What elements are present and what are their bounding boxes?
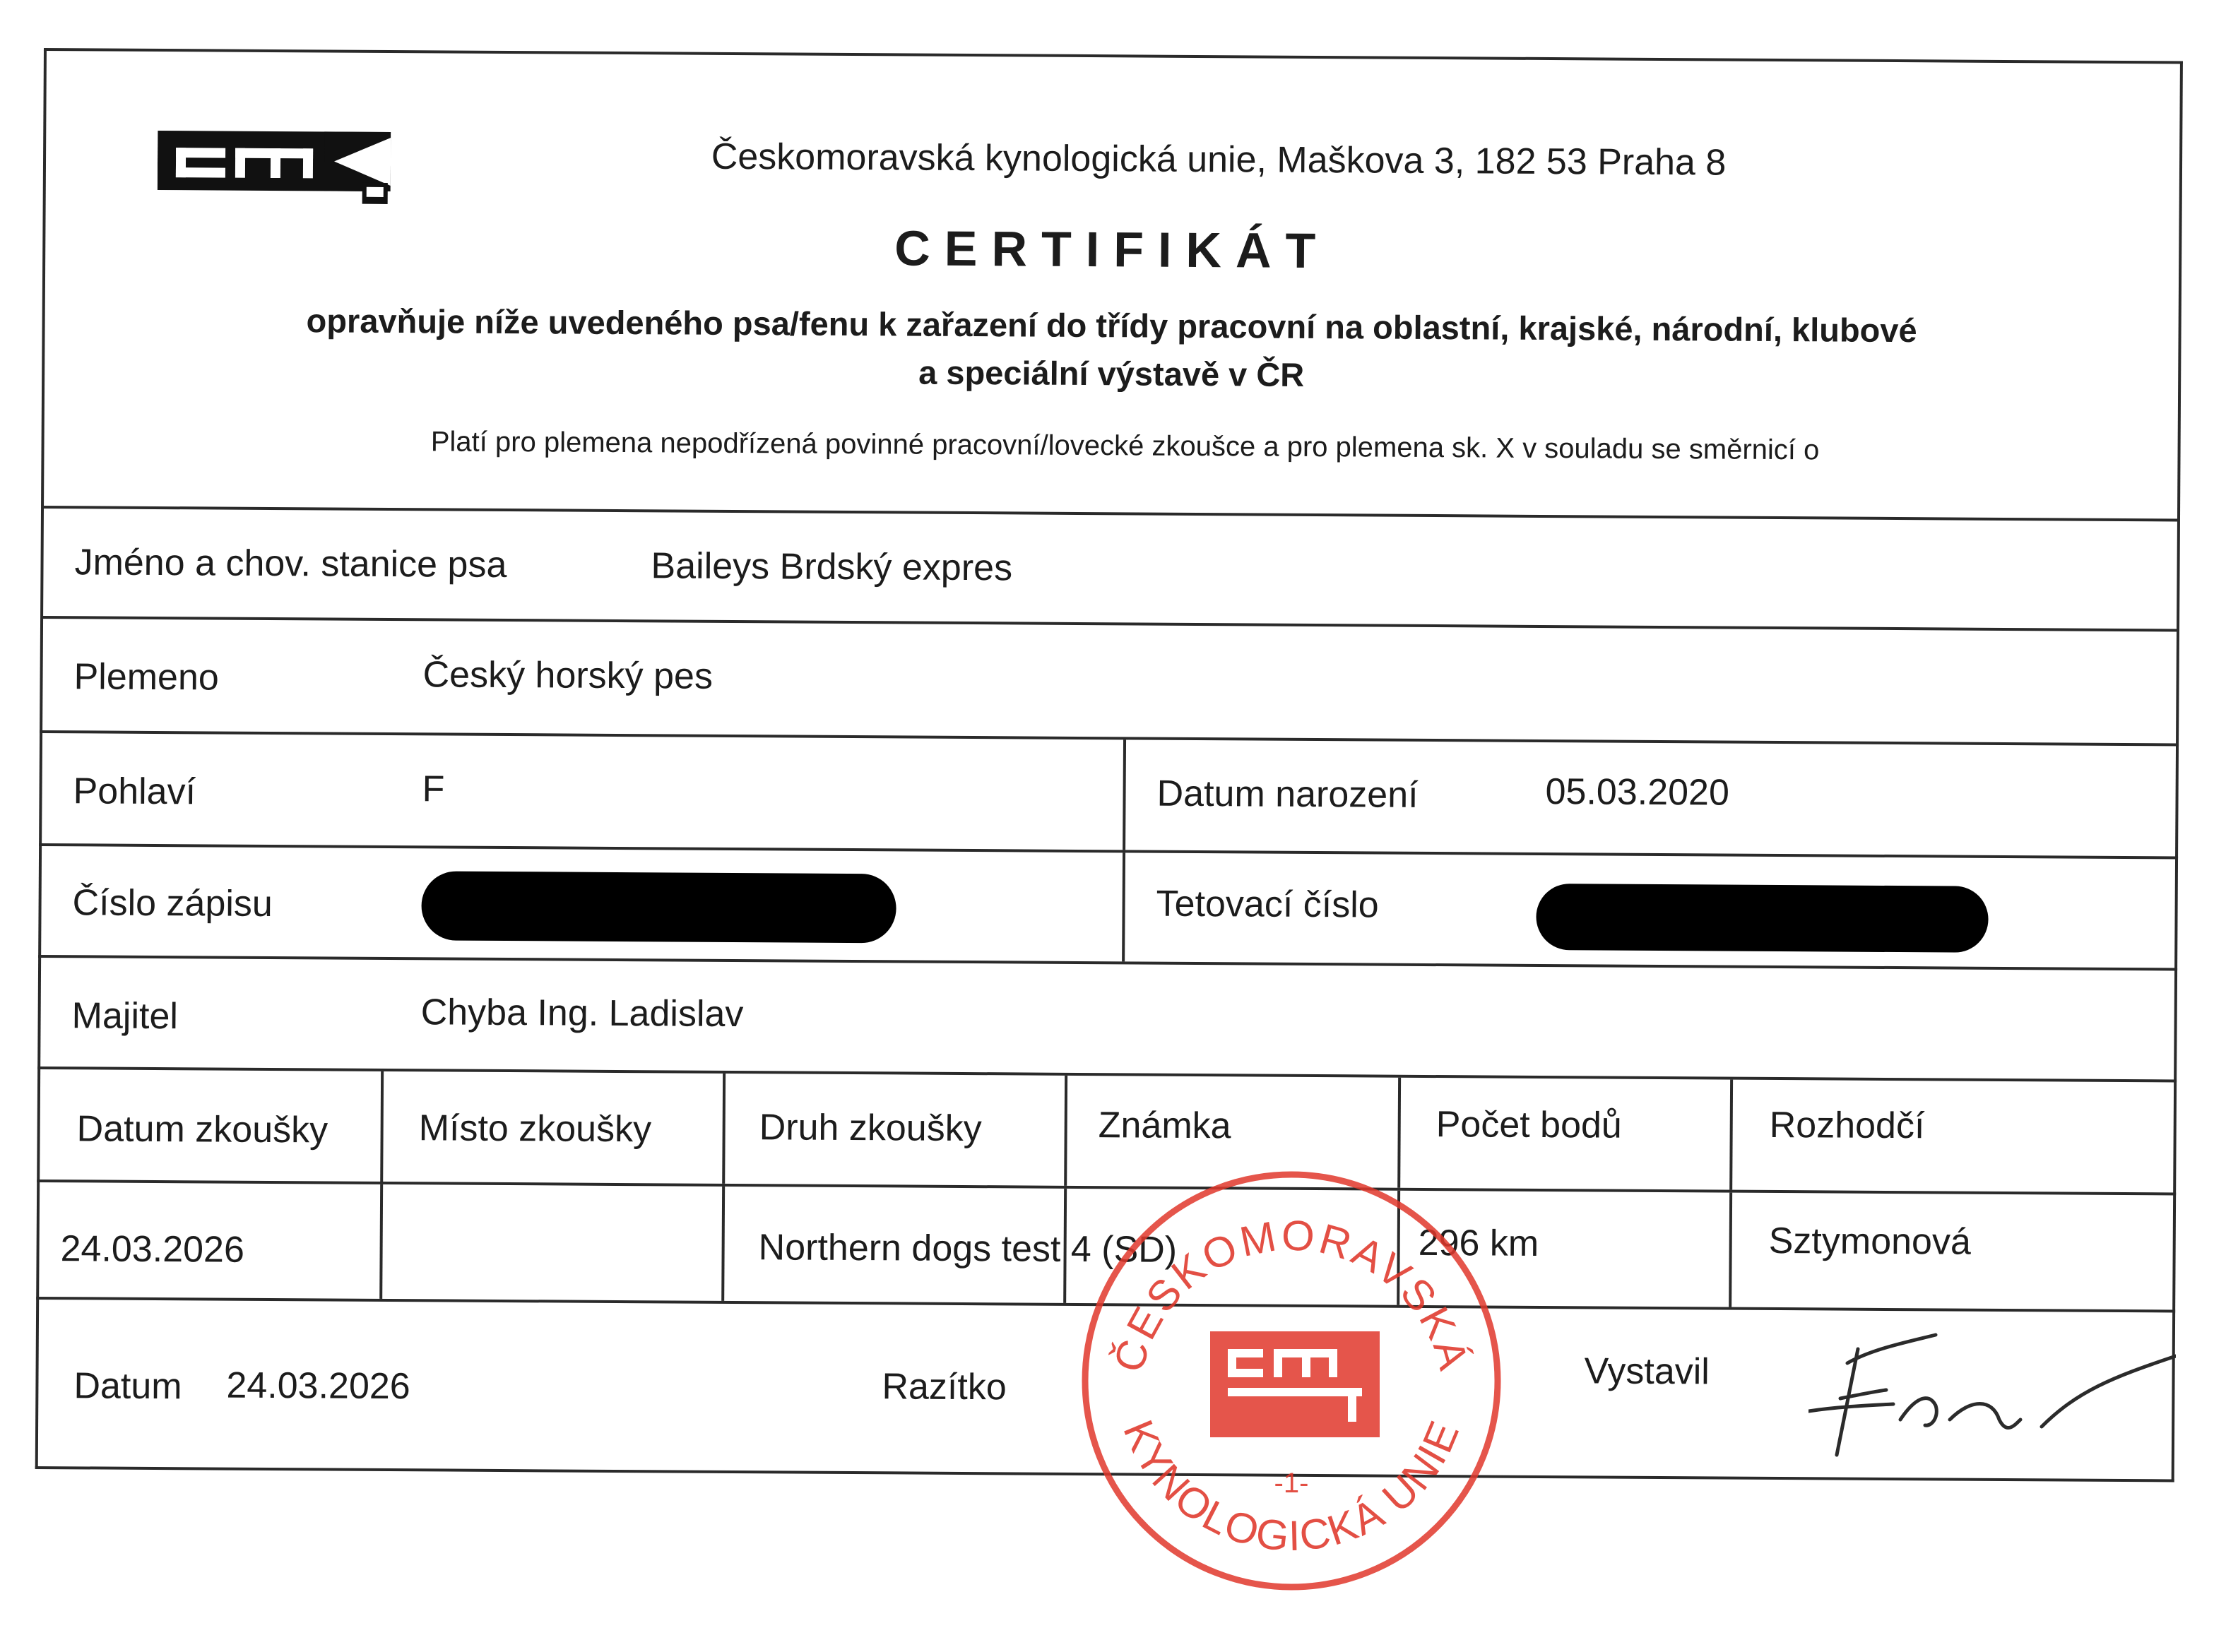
stamp-number: -1- (1274, 1468, 1309, 1499)
exam-value-date: 24.03.2026 (60, 1228, 245, 1271)
exam-value-type: Northern dogs test 4 (SD) (758, 1227, 1178, 1271)
exam-value-judge: Sztymonová (1768, 1220, 1972, 1263)
breed-label: Plemeno (73, 656, 219, 699)
row-registration (38, 846, 2178, 970)
subtitle-line-2: a speciální výstavě v ČR (918, 353, 1305, 393)
registration-redaction (421, 871, 896, 943)
cmku-stamp (1072, 1162, 1510, 1600)
exam-header-type: Druh zkoušky (759, 1107, 982, 1150)
row-breed (40, 619, 2179, 746)
footer-date-label: Datum (73, 1365, 182, 1408)
birth-date-value: 05.03.2020 (1545, 771, 1730, 814)
subtitle-line-1: opravňuje níže uvedeného psa/fenu k zařazení do třídy pracovní na oblastní, krajské, národní, klubové (306, 302, 1917, 350)
sex-cell (42, 733, 1126, 850)
stamp-label: Razítko (882, 1366, 1007, 1408)
certificate-header (41, 48, 2183, 518)
sex-value: F (422, 768, 445, 810)
footer-date-value: 24.03.2026 (226, 1365, 410, 1408)
certificate-title: CERTIFIKÁT (894, 220, 1330, 279)
owner-label: Majitel (71, 995, 179, 1038)
tattoo-label: Tetovací číslo (1156, 883, 1379, 926)
exam-cell-2 (382, 1184, 725, 1301)
breed-value: Český horský pes (422, 654, 714, 697)
row-sex-birth (39, 733, 2179, 859)
organization-address: Českomoravská kynologická unie, Maškova 3, 182 53 Praha 8 (711, 136, 1727, 184)
issuer-signature (1808, 1321, 2176, 1462)
name-label: Jméno a chov. stanice psa (74, 542, 507, 586)
row-owner (37, 958, 2177, 1082)
exam-header-grade: Známka (1098, 1105, 1231, 1147)
name-value: Baileys Brdský expres (651, 545, 1013, 589)
birth-date-label: Datum narození (1156, 773, 1419, 816)
exam-header-points: Počet bodů (1435, 1104, 1623, 1146)
issuer-label: Vystavil (1584, 1350, 1710, 1393)
exam-value-points: 296 km (1418, 1222, 1539, 1264)
stamp-top-text: ČESKOMORAVSKÁ (1104, 1211, 1479, 1377)
exam-header-place: Místo zkoušky (418, 1107, 652, 1151)
stamp-bottom-text: KYNOLOGICKÁ UNIE (1114, 1413, 1469, 1561)
owner-value: Chyba Ing. Ladislav (420, 992, 744, 1035)
sex-label: Pohlaví (73, 771, 196, 813)
tattoo-redaction (1536, 884, 1989, 953)
validity-note: Platí pro plemena nepodřízená povinné pracovní/lovecké zkoušce a pro plemena sk. X v souladu se směrnicí o (430, 426, 1820, 466)
registration-label: Číslo zápisu (72, 882, 273, 925)
row-dog-name (40, 506, 2180, 631)
exam-header-date: Datum zkoušky (76, 1108, 328, 1151)
exam-header-judge: Rozhodčí (1769, 1104, 1925, 1147)
